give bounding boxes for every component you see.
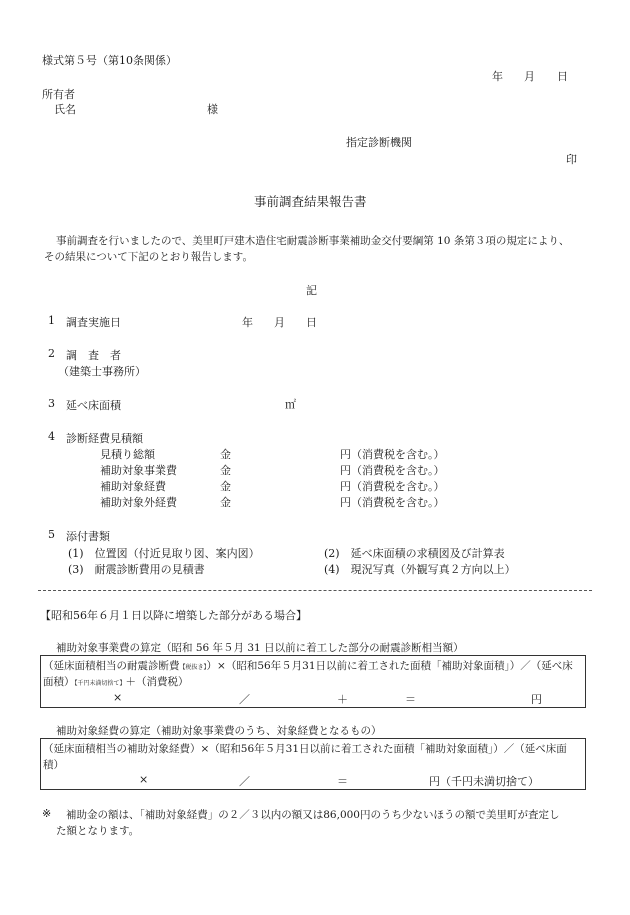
calc2-formula-line1: （延床面積相当の補助対象経費）×（昭和56年５月31日以前に着工された面積「補助対象面積」）／（延べ床面 — [43, 743, 567, 755]
date-month: 月 — [524, 70, 535, 83]
calc1-op: ／ — [239, 693, 250, 706]
tax-excluded-note: 【税抜き】 — [179, 664, 207, 671]
item1-year: 年 — [242, 316, 253, 329]
seal-mark: 印 — [566, 153, 577, 166]
attachment-item: (2) 延べ床面積の求積図及び計算表 — [324, 547, 505, 560]
item2-label: 調 査 者 — [66, 349, 121, 362]
cost-row-kin: 金 — [220, 480, 231, 493]
note-line-2: た額となります。 — [56, 825, 140, 837]
rounding-note: 【千円未満切捨て】 — [74, 680, 126, 687]
item4-number: 4 — [48, 430, 55, 443]
ki-mark: 記 — [306, 284, 317, 297]
document-title: 事前調査結果報告書 — [254, 194, 367, 209]
calc2-yen: 円（千円未満切捨て） — [429, 775, 539, 788]
attachment-item: (4) 現況写真（外観写真２方向以上） — [324, 563, 516, 576]
attachment-item: (1) 位置図（付近見取り図、案内図） — [68, 547, 260, 560]
item1-number: 1 — [48, 314, 55, 327]
calc2-formula-line2: 積） — [43, 759, 64, 771]
form-number: 様式第５号（第10条関係） — [42, 54, 177, 67]
owner-label: 所有者 — [42, 88, 75, 101]
dashed-separator — [38, 590, 592, 591]
item5-number: 5 — [48, 528, 55, 541]
calc1-formula-box — [40, 655, 586, 708]
intro-line-2: その結果について下記のとおり報告します。 — [44, 251, 253, 263]
cost-row-yen: 円（消費税を含む。） — [340, 448, 445, 461]
cost-row-kin: 金 — [220, 448, 231, 461]
item4-label: 診断経費見積額 — [66, 432, 143, 445]
date-day: 日 — [557, 70, 568, 83]
cost-row-label: 補助対象経費 — [100, 480, 166, 493]
calc1-op: × — [113, 691, 123, 704]
calc1-text-d: ＋（消費税） — [125, 676, 189, 688]
item2-number: 2 — [48, 347, 55, 360]
extension-heading: 【昭和56年６月１日以降に増築した部分がある場合】 — [40, 609, 307, 622]
item1-month: 月 — [274, 316, 285, 329]
item1-day: 日 — [306, 316, 317, 329]
calc2-formula-box — [40, 738, 586, 790]
date-year: 年 — [492, 70, 503, 83]
honorific-sama: 様 — [207, 103, 218, 116]
attachment-item: (3) 耐震診断費用の見積書 — [68, 563, 205, 576]
note-line-1: 補助金の額は、「補助対象経費」の２／３以内の額又は86,000円のうち少ないほうの額で美里町が査定し — [66, 809, 560, 821]
cost-row-yen: 円（消費税を含む。） — [340, 496, 445, 509]
item1-label: 調査実施日 — [66, 316, 121, 329]
calc1-op: ＋ — [337, 693, 348, 706]
calc1-text-a: （延床面積相当の耐震診断費 — [43, 660, 180, 672]
cost-row-label: 補助対象外経費 — [100, 496, 177, 509]
cost-row-label: 見積り総額 — [100, 448, 155, 461]
calc1-formula-line1 — [43, 658, 573, 673]
cost-row-yen: 円（消費税を含む。） — [340, 480, 445, 493]
item2-sublabel: （建築士事務所） — [58, 365, 146, 378]
calc2-op: ＝ — [337, 775, 348, 788]
calc2-op: ／ — [239, 775, 250, 788]
cost-row-label: 補助対象事業費 — [100, 464, 177, 477]
calc1-yen: 円 — [531, 693, 542, 706]
note-mark: ※ — [42, 807, 52, 820]
agency-label: 指定診断機関 — [346, 136, 412, 149]
calc1-formula-line2 — [43, 674, 189, 689]
calc1-text-b: ）×（昭和56年５月31日以前に着工された面積「補助対象面積」）／（延べ床 — [206, 660, 573, 672]
calc1-op: ＝ — [405, 693, 416, 706]
cost-row-kin: 金 — [220, 496, 231, 509]
calc2-title: 補助対象経費の算定（補助対象事業費のうち、対象経費となるもの） — [56, 725, 382, 737]
item3-number: 3 — [48, 397, 55, 410]
calc1-text-c: 面積） — [43, 676, 75, 688]
calc2-op: × — [139, 773, 149, 786]
cost-row-yen: 円（消費税を含む。） — [340, 464, 445, 477]
calc1-title: 補助対象事業費の算定（昭和 56 年５月 31 日以前に着工した部分の耐震診断相当額） — [56, 642, 464, 654]
item3-label: 延べ床面積 — [66, 399, 121, 412]
intro-line-1: 事前調査を行いましたので、美里町戸建木造住宅耐震診断事業補助金交付要綱第 10 条第３項の規定により、 — [56, 235, 570, 247]
owner-name-label: 氏名 — [54, 103, 76, 116]
cost-row-kin: 金 — [220, 464, 231, 477]
item3-unit: ㎡ — [285, 398, 296, 411]
item5-label: 添付書類 — [66, 530, 110, 543]
